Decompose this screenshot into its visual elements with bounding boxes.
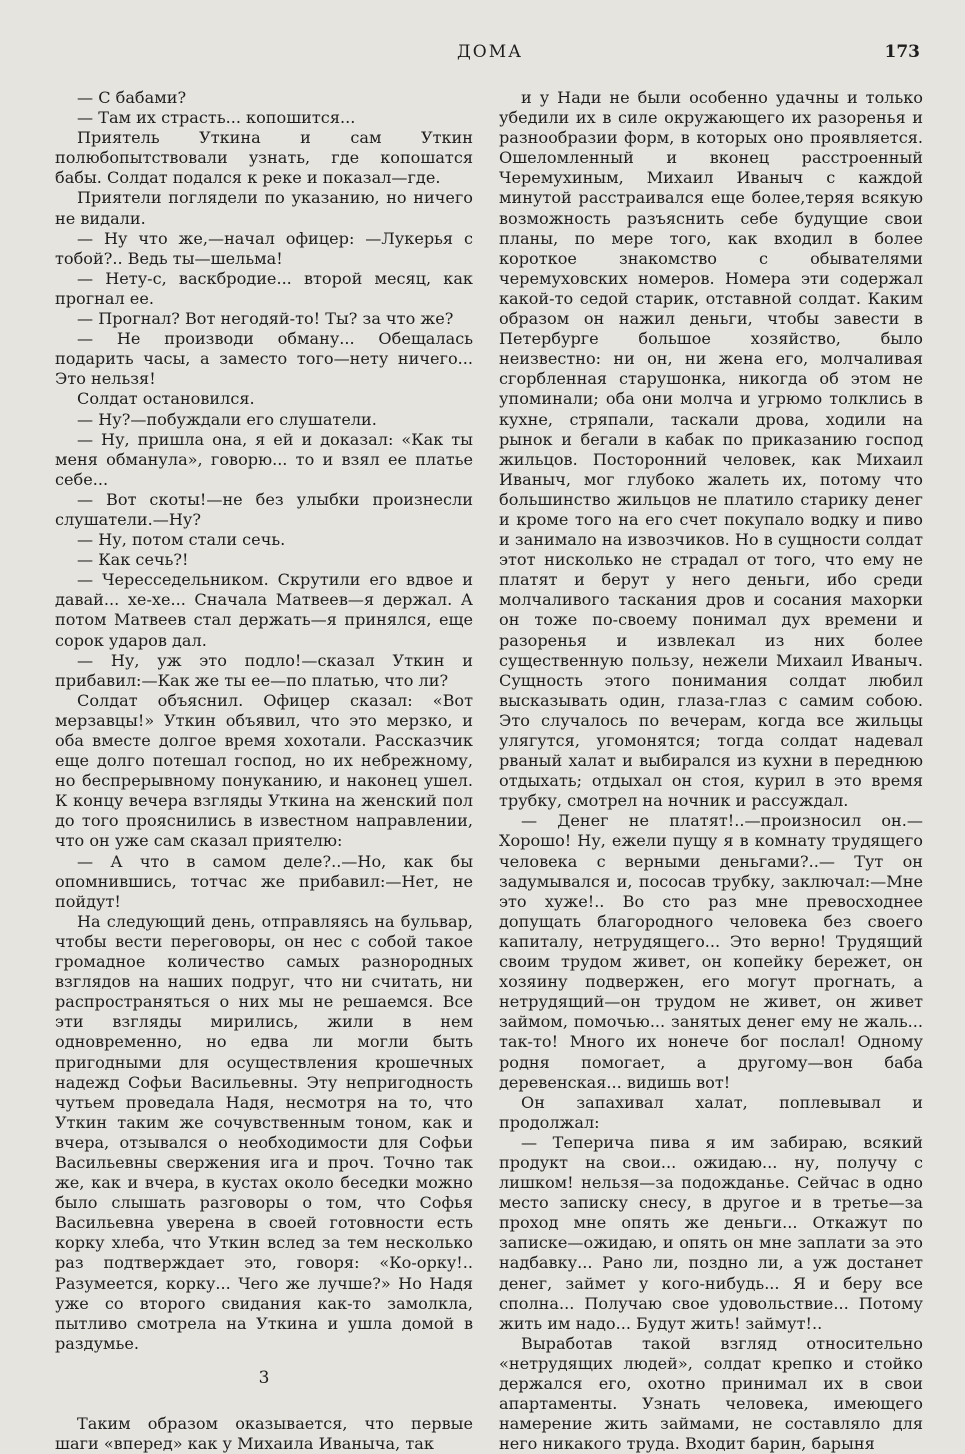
paragraph: — Ну, потом стали сечь. [77,530,286,550]
left-column-paragraphs [55,88,473,1354]
paragraph: На следующий день, отправляясь на бульвар, чтобы вести переговоры, он нес с собой такое громадное количество самых разнородных взглядов на наших подруг, что ни считать, ни распространяться о них мы не решаемся. Все эти взгляды мирились, жили в нем одновременно, но едва ли могли быть пригодными для осуществления крошечных надежд Софьи Васильевны. Эту непригодность чутьем проведала Надя, несмотря на то, что Уткин таким же сочувственным тоном, как и вчера, отзывался о необходимости для Софьи Васильевны свержения ига и проч. Точно так же, как и вчера, в кустах около беседки можно было слышать разговоры о том, что Софья Васильевна уверена в своей готовности есть корку хлеба, что Уткин вслед за тем несколько раз подтверждает это, говоря: «Ко-орку!.. Разумеется, корку... Чего же лучше?» Но Надя уже со второго свидания как-то замолкла, пытливо смотрела на Уткина и ушла домой в раздумье. [55,911,473,1353]
paragraph: Приятели поглядели по указанию, но ничего не видали. [55,188,473,228]
paragraph: Таким образом оказывается, что первые шаги «вперед» как у Михаила Иваныча, так [55,1414,473,1454]
section-number: 3 [258,1367,270,1388]
paragraph: Приятель Уткина и сам Уткин полюбопытствовали узнать, где копошатся бабы. Солдат подался к реке и показал—где. [55,128,473,188]
paragraph: — Как сечь?! [77,550,189,570]
running-title: ДОМА [456,42,524,62]
left-column-after-section [55,1414,473,1454]
paragraph: Солдат остановился. [77,389,255,409]
paragraph: Он запахивал халат, поплевывал и продолжал: [499,1092,923,1132]
paragraph: — Вот скоты!—не без улыбки произнесли слушатели.—Ну? [55,489,473,529]
right-column-paragraphs [499,88,923,1454]
right-column [499,88,923,1454]
paragraph: — Ну, уж это подло!—сказал Уткин и прибавил:—Как же ты ее—по платью, что ли? [55,650,473,690]
left-column [55,88,473,1454]
paragraph: — Прогнал? Вот негодяй-то! Ты? за что же? [77,309,454,329]
paragraph: Солдат объяснил. Офицер сказал: «Вот мерзавцы!» Уткин объявил, что это мерзко, и оба вместе долгое время хохотали. Рассказчик еще долго потешал господ, но их небрежному, но беспрерывному понуканию, и наконец ушел. К концу вечера взгляды Уткина на женский пол до того прояснились в известном направлении, что он уже сам сказал приятелю: [55,690,473,851]
paragraph: — Чересседельником. Скрутили его вдвое и давай... хе-хе... Сначала Матвеев—я держал. А потом Матвеев стал держать—я принялся, еще сорок ударов дал. [55,570,473,650]
page-number: 173 [884,42,920,62]
paragraph: — Ну?—побуждали его слушатели. [77,409,377,429]
paragraph: и у Нади не были особенно удачны и только убедили их в силе окружающего их разоренья и разнообразии форм, в которых оно проявляется. Ошеломленный и вконец расстроенный Черемухиным, Михаил Иваныч с каждой минутой расстраивался еще более,теряя всякую возможность разъяснить себе будущие свои планы, по мере того, как входил в более короткое знакомство с обывателями черемуховских номеров. Номера эти содержал какой-то седой старик, отставной солдат. Каким образом он нажил деньги, чтобы завести в Петербурге большое хозяйство, было неизвестно: ни он, ни жена его, молчаливая сгорбленная старушонка, никогда об этом не упоминали; оба они молча и угрюмо толклись в кухне, стряпали, таскали дрова, ходили на рынок и бегали в кабак по приказанию господ жильцов. Посторонний человек, как Михаил Иваныч, мог глубоко жалеть их, потому что большинство жильцов не платило старику денег и кроме того на его счет покупало водку и пиво и занимало на извозчиков. Но в сущности солдат этот нисколько не страдал от того, что ему не платят и берут у него деньги, ибо среди молчаливого таскания дров и сосания махорки он тоже по-своему понимал дух времени и разоренья и извлекал из них более существенную пользу, нежели Михаил Иваныч. Сущность этого понимания солдат любил высказывать один, глаза-глаз с самим собою. Это случалось по вечерам, когда все жильцы улягутся, угомонятся; тогда солдат надевал рваный халат и выбирался из кухни в переднюю отдыхать; отдыхал он стоя, курил в это время трубку, смотрел на ночник и рассуждал. [499,88,923,811]
paragraph: Выработав такой взгляд относительно «нетрудящих людей», солдат крепко и стойко держался его, охотно принимал их в свои апартаменты. Узнать человека, имеющего намерение жить займами, не составляло для него никакого труда. Входит барин, барыня [499,1333,923,1454]
page-header [60,42,920,72]
paragraph: — Ну что же,—начал офицер: —Лукерья с тобой?.. Ведь ты—шельма! [55,228,473,268]
paragraph: — Ну, пришла она, я ей и доказал: «Как ты меня обманула», говорю... то и взял ее платье себе... [55,429,473,489]
paragraph: — Там их страсть... копошится... [77,108,356,128]
paragraph: — А что в самом деле?..—Но, как бы опомнившись, тотчас же прибавил:—Нет, не пойдут! [55,851,473,911]
paragraph: — Теперича пива я им забираю, всякий продукт на свои... ожидаю... ну, получу с лишком! нельзя—за подожданье. Сейчас в одно место записку снесу, в другое и в третье—за проход мне опять же деньги... Откажут по записке—ожидаю, и опять он мне заплати за это надбавку... Рано ли, поздно ли, а уж достанет денег, займет у кого-нибудь... Я и беру все сполна... Получаю свое удовольствие... Потому жить им надо... Будут жить! займут!.. [499,1132,923,1333]
paragraph: — Нету-с, васкбродие... второй месяц, как прогнал ее. [55,268,473,308]
paragraph: — Денег не платят!..—произносил он.— Хорошо! Ну, ежели пущу я в комнату трудящего человека с верными деньгами?..— Тут он задумывался и, пососав трубку, заключал:—Мне это хуже!.. Во сто раз мне превосходнее допущать благородного человека без своего капиталу, нетрудящего... Это верно! Трудящий своим трудом живет, он копейку бережет, он хозяину подвержен, его могут прогнать, а нетрудящий—он трудом не живет, он живет займом, помочью... занятых денег ему не жаль... так-то! Много их нонече бог послал! Одному родня помогает, а другому—вон баба деревенская... видишь вот! [499,811,923,1092]
paragraph: — Не производи обману... Обещалась подарить часы, а заместо того—нету ничего... Это нельзя! [55,329,473,389]
paragraph: — С бабами? [77,88,187,107]
